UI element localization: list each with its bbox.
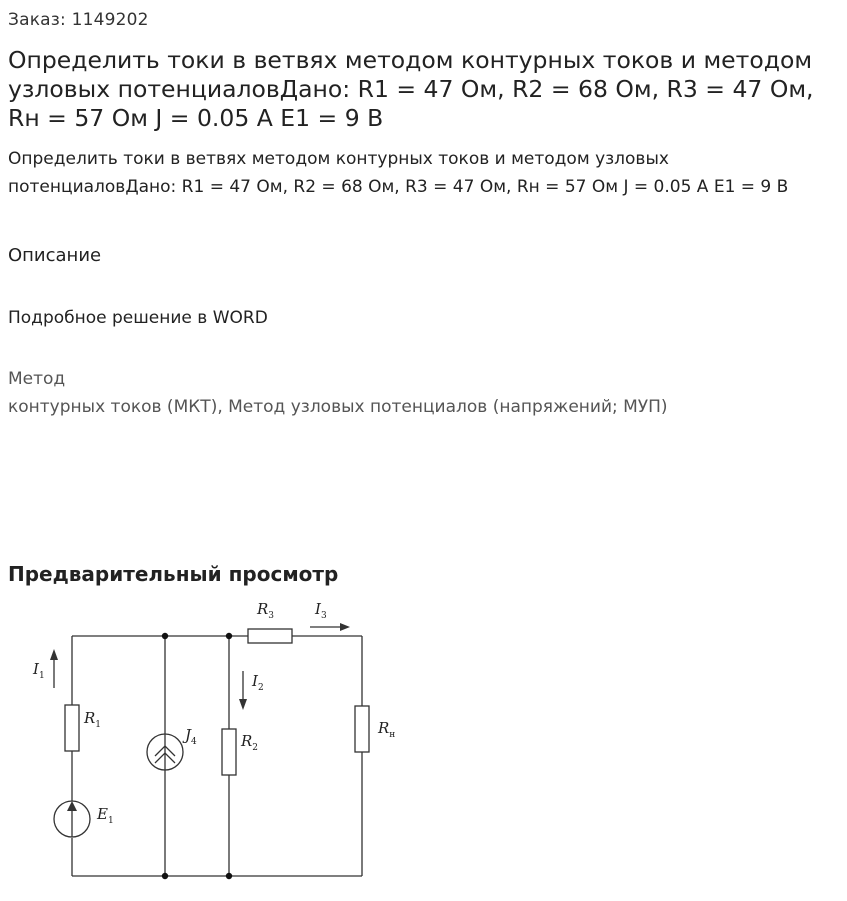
rn-subscript: н — [389, 730, 396, 740]
node-dot — [162, 873, 168, 879]
circuit-diagram — [0, 596, 420, 896]
i2-arrow-icon — [239, 671, 247, 710]
r3-label: R — [257, 600, 269, 618]
i2-label: I — [252, 672, 258, 690]
j4-current-source-icon — [147, 734, 183, 770]
svg-text:J4 — [182, 726, 197, 747]
r1-label: R — [84, 709, 96, 727]
svg-text:E1 — [96, 805, 114, 826]
svg-text:I2 — [251, 672, 264, 693]
i2-subscript: 2 — [257, 683, 264, 693]
j4-subscript: 4 — [191, 737, 197, 747]
task-summary: Определить токи в ветвях методом контурных токов и методом узловых потенциаловДано: R1 = 47 Ом, R2 = 68 Ом, R3 = 47 Ом, Rн = 57 Ом J = 0.05 A E1 = 9 В — [8, 149, 789, 197]
method-block — [8, 365, 838, 421]
rn-resistor — [355, 706, 369, 752]
description-text: Подробное решение в WORD — [8, 308, 268, 328]
j4-label: J — [185, 726, 192, 744]
node-dot — [162, 633, 168, 639]
svg-text:R3 — [256, 600, 274, 621]
svg-text:Rн — [377, 719, 395, 740]
e1-subscript: 1 — [107, 816, 114, 826]
r1-resistor — [65, 705, 79, 751]
r3-subscript: 3 — [268, 611, 275, 621]
method-label: Метод — [8, 369, 66, 389]
node-dot — [226, 633, 232, 639]
i1-label: I — [33, 660, 39, 678]
i1-arrow-icon — [50, 649, 58, 688]
r2-resistor — [222, 729, 236, 775]
r3-resistor — [248, 629, 292, 643]
rn-label: R — [378, 719, 390, 737]
page-title: Определить токи в ветвях методом контурных токов и методом узловых потенциаловДано: R1 = 47 Ом, R2 = 68 Ом, R3 = 47 Ом, Rн = 57 Ом J = 0.05 A E1 = 9 В — [8, 46, 814, 132]
r2-label: R — [241, 732, 253, 750]
i3-subscript: 3 — [320, 611, 327, 621]
i1-subscript: 1 — [38, 671, 45, 681]
i3-label: I — [315, 600, 321, 618]
preview-heading: Предварительный просмотр — [8, 562, 339, 586]
r1-subscript: 1 — [95, 720, 102, 730]
method-value: контурных токов (МКТ), Метод узловых потенциалов (напряжений; МУП) — [8, 397, 668, 417]
r2-subscript: 2 — [252, 743, 259, 753]
svg-text:R1 — [83, 709, 101, 730]
i3-arrow-icon — [310, 623, 350, 631]
svg-text:I1 — [32, 660, 45, 681]
svg-text:I3 — [314, 600, 327, 621]
svg-text:R2 — [240, 732, 258, 753]
description-heading: Описание — [8, 245, 102, 266]
e1-label: E — [97, 805, 108, 823]
node-dot — [226, 873, 232, 879]
e1-source-icon — [54, 801, 90, 837]
order-number: Заказ: 1149202 — [8, 10, 149, 30]
